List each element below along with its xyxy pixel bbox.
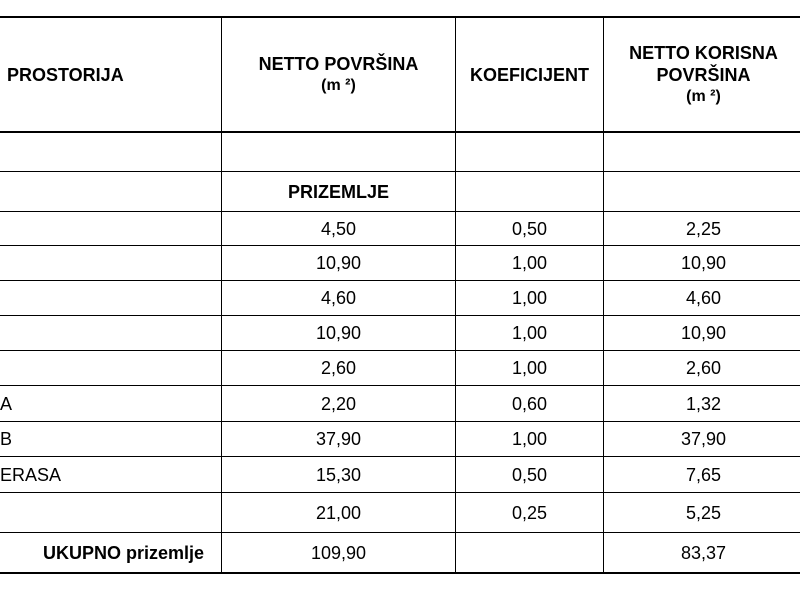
netto-cell: 2,20: [320, 393, 357, 414]
useful-cell: 5,25: [685, 502, 722, 523]
total-useful: 83,37: [680, 542, 727, 563]
coef-cell: 0,50: [511, 464, 548, 485]
netto-cell: 37,90: [315, 429, 362, 449]
header-room-label: PROSTORIJA: [7, 64, 124, 85]
room-cell: [0, 351, 221, 385]
total-netto: 109,90: [310, 542, 367, 563]
netto-cell: 10,90: [315, 253, 362, 273]
useful-cell: 10,90: [680, 323, 727, 343]
room-cell: ERASA: [0, 464, 62, 485]
header-useful-label-1: NETTO KORISNA: [629, 42, 778, 63]
coef-cell: 1,00: [511, 358, 548, 378]
useful-cell: 1,32: [685, 393, 722, 414]
netto-cell: 10,90: [315, 323, 362, 343]
useful-cell: 2,60: [685, 358, 722, 378]
room-cell: [0, 281, 221, 315]
netto-cell: 15,30: [315, 464, 362, 485]
header-coefficient: [456, 18, 603, 131]
header-room: [7, 18, 217, 131]
header-coefficient-label: KOEFICIJENT: [469, 64, 589, 85]
header-useful-area: [604, 18, 800, 131]
room-cell: [0, 493, 221, 532]
room-cell: A: [0, 393, 13, 414]
netto-cell: 4,60: [320, 288, 357, 308]
useful-cell: 7,65: [685, 464, 722, 485]
header-separator: [0, 131, 800, 133]
total-label: UKUPNO prizemlje: [43, 542, 205, 563]
header-netto-area: [222, 18, 455, 131]
header-useful-unit: (m ²): [686, 87, 721, 105]
header-netto-unit: (m ²): [321, 76, 356, 94]
useful-cell: 10,90: [680, 253, 727, 273]
room-cell: [0, 212, 221, 245]
table-border-bottom: [0, 572, 800, 574]
netto-cell: 2,60: [320, 358, 357, 378]
header-useful-label-2: POVRŠINA: [656, 64, 751, 85]
area-table: [0, 16, 800, 576]
netto-cell: 21,00: [315, 502, 362, 523]
coef-cell: 1,00: [511, 323, 548, 343]
room-cell: [0, 246, 221, 280]
room-cell: B: [0, 429, 13, 449]
coef-cell: 0,50: [511, 218, 548, 239]
netto-cell: 4,50: [320, 218, 357, 239]
section-title: PRIZEMLJE: [287, 181, 389, 202]
coef-cell: 1,00: [511, 253, 548, 273]
coef-cell: 0,25: [511, 502, 548, 523]
coef-cell: 1,00: [511, 288, 548, 308]
useful-cell: 2,25: [685, 218, 722, 239]
useful-cell: 37,90: [680, 429, 727, 449]
coef-cell: 0,60: [511, 393, 548, 414]
room-cell: [0, 316, 221, 350]
header-netto-label: NETTO POVRŠINA: [258, 53, 419, 74]
useful-cell: 4,60: [685, 288, 722, 308]
total-coef: [456, 533, 603, 572]
coef-cell: 1,00: [511, 429, 548, 449]
